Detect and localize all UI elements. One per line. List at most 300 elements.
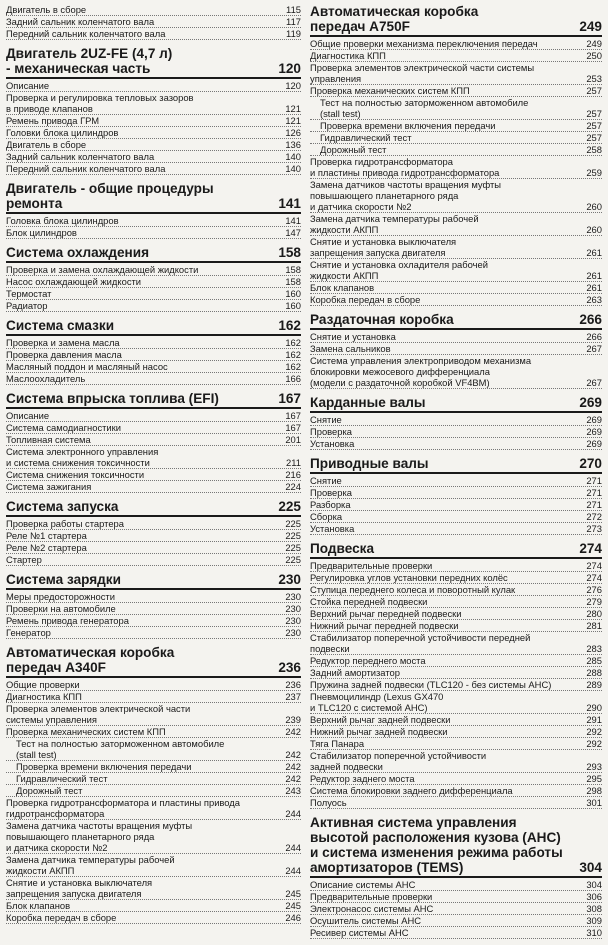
toc-entry bbox=[6, 80, 301, 92]
toc-entry bbox=[310, 572, 602, 584]
entry-title-line: Редуктор переднего моста bbox=[310, 655, 426, 666]
toc-entry bbox=[310, 438, 602, 450]
section-title-line: передач A340F bbox=[6, 660, 106, 675]
entry-page-number: 158 bbox=[285, 276, 301, 287]
toc-entry bbox=[6, 139, 301, 151]
entry-title-line: Проверка и замена масла bbox=[6, 337, 120, 348]
entry-title-line: Проверки на автомобиле bbox=[6, 603, 116, 614]
toc-entry bbox=[310, 62, 602, 85]
toc-entry bbox=[6, 349, 301, 361]
entry-title bbox=[6, 877, 281, 899]
toc-entry bbox=[6, 738, 301, 761]
toc-section bbox=[310, 815, 602, 939]
entry-page-number: 285 bbox=[586, 655, 602, 666]
toc-entry bbox=[310, 343, 602, 355]
entry-title bbox=[6, 469, 281, 480]
section-title-line: Автоматическая коробка bbox=[310, 4, 479, 19]
toc-entry bbox=[6, 591, 301, 603]
entry-title-line: Задний сальник коленчатого вала bbox=[6, 16, 155, 27]
toc-entry bbox=[310, 773, 602, 785]
entry-page-number: 166 bbox=[285, 373, 301, 384]
entry-title-line: Замена датчика температуры рабочей bbox=[310, 213, 479, 224]
section-title-line: Приводные валы bbox=[310, 456, 429, 471]
entry-title-line: Система снижения токсичности bbox=[6, 469, 145, 480]
toc-section bbox=[310, 312, 602, 389]
entry-page-number: 250 bbox=[586, 50, 602, 61]
entry-page-number: 304 bbox=[586, 879, 602, 890]
toc-entry bbox=[6, 615, 301, 627]
entry-page-number: 230 bbox=[285, 603, 301, 614]
entry-title-line: Тест на полностью заторможенном автомобиле bbox=[320, 97, 529, 108]
entry-page-number: 266 bbox=[586, 331, 602, 342]
entry-title-line: Проверка давления масла bbox=[6, 349, 122, 360]
entry-title bbox=[310, 426, 582, 437]
section-title-line: и система изменения режима работы bbox=[310, 845, 563, 860]
entry-page-number: 243 bbox=[285, 785, 301, 796]
entry-title-line: Описание bbox=[6, 410, 50, 421]
toc-entry bbox=[6, 422, 301, 434]
section-heading bbox=[6, 645, 301, 678]
entry-title-line: Сборка bbox=[310, 511, 343, 522]
entry-title-line: Нижний рычаг передней подвески bbox=[310, 620, 459, 631]
entry-title-line: Проверка и замена охлаждающей жидкости bbox=[6, 264, 199, 275]
entry-title-line: Гидравлический тест bbox=[16, 773, 108, 784]
entry-title-line: Генератор bbox=[6, 627, 51, 638]
section-heading bbox=[6, 572, 301, 590]
toc-entry bbox=[310, 750, 602, 773]
entry-page-number: 293 bbox=[586, 761, 602, 772]
toc-entry bbox=[6, 691, 301, 703]
entry-title-line: Радиатор bbox=[6, 300, 48, 311]
toc-entry bbox=[6, 151, 301, 163]
section-heading bbox=[6, 499, 301, 517]
entry-title-line: Проверка гидротрансформатора bbox=[310, 156, 453, 167]
toc-section bbox=[6, 4, 301, 40]
section-title-line: высотой расположения кузова (АНС) bbox=[310, 830, 561, 845]
entry-title bbox=[320, 144, 582, 155]
entry-title-line: Меры предосторожности bbox=[6, 591, 115, 602]
toc-entry bbox=[310, 259, 602, 282]
section-title-line: Подвеска bbox=[310, 541, 375, 556]
section-title bbox=[310, 312, 575, 327]
toc-entry bbox=[310, 97, 602, 120]
section-heading bbox=[6, 46, 301, 79]
toc-section bbox=[6, 391, 301, 493]
toc-entry bbox=[310, 927, 602, 939]
entry-title-line: Разборка bbox=[310, 499, 351, 510]
entry-page-number: 260 bbox=[586, 201, 602, 212]
entry-title-line: Головка блока цилиндров bbox=[6, 215, 119, 226]
entry-title-line: Электронасос системы АНС bbox=[310, 903, 434, 914]
entry-page-number: 309 bbox=[586, 915, 602, 926]
entry-title bbox=[6, 300, 281, 311]
entry-title bbox=[320, 120, 582, 131]
section-title-line: Система смазки bbox=[6, 318, 115, 333]
entry-page-number: 261 bbox=[586, 247, 602, 258]
entry-title-line: Масляный поддон и масляный насос bbox=[6, 361, 168, 372]
section-title bbox=[310, 815, 575, 875]
toc-entry bbox=[310, 714, 602, 726]
toc-entry bbox=[310, 85, 602, 97]
toc-entry bbox=[6, 785, 301, 797]
toc-section bbox=[310, 456, 602, 535]
toc-entry bbox=[6, 115, 301, 127]
entry-title bbox=[310, 487, 582, 498]
entry-title bbox=[310, 179, 582, 212]
entry-title bbox=[6, 410, 281, 421]
entry-title-line: Проверка элементов электрической части системы bbox=[310, 62, 535, 73]
entry-title bbox=[310, 438, 582, 449]
toc-entry bbox=[310, 903, 602, 915]
entry-page-number: 261 bbox=[586, 270, 602, 281]
entry-page-number: 230 bbox=[285, 627, 301, 638]
section-title-line: Карданные валы bbox=[310, 395, 426, 410]
entry-title-line: Снятие и установка выключателя bbox=[310, 236, 457, 247]
toc-section bbox=[6, 245, 301, 312]
toc-entry bbox=[6, 215, 301, 227]
section-title bbox=[310, 395, 575, 410]
entry-page-number: 160 bbox=[285, 288, 301, 299]
entry-title-line: Проверка bbox=[310, 426, 352, 437]
entry-title bbox=[310, 523, 582, 534]
toc-entry bbox=[310, 679, 602, 691]
entry-title bbox=[310, 596, 582, 607]
entry-title-line: Описание bbox=[6, 80, 50, 91]
entry-title bbox=[310, 632, 582, 654]
entry-page-number: 244 bbox=[285, 865, 301, 876]
section-title-line: Двигатель - общие процедуры bbox=[6, 181, 214, 196]
section-title bbox=[6, 318, 274, 333]
entry-page-number: 306 bbox=[586, 891, 602, 902]
toc-entry bbox=[6, 410, 301, 422]
section-title-line: Раздаточная коробка bbox=[310, 312, 454, 327]
section-title bbox=[310, 456, 575, 471]
entry-page-number: 257 bbox=[586, 132, 602, 143]
toc-entry bbox=[310, 120, 602, 132]
entry-title-line: Установка bbox=[310, 438, 355, 449]
entry-page-number: 246 bbox=[285, 912, 301, 923]
toc-entry bbox=[310, 213, 602, 236]
section-heading bbox=[6, 318, 301, 336]
toc-entry bbox=[310, 667, 602, 679]
entry-page-number: 260 bbox=[586, 224, 602, 235]
section-title-line: Автоматическая коробка bbox=[6, 645, 175, 660]
entry-title bbox=[310, 355, 582, 388]
entry-page-number: 274 bbox=[586, 572, 602, 583]
entry-title bbox=[6, 80, 281, 91]
entry-title-line: Общие проверки bbox=[6, 679, 80, 690]
toc-entry bbox=[310, 560, 602, 572]
toc-section bbox=[6, 318, 301, 385]
section-title-line: Система впрыска топлива (EFI) bbox=[6, 391, 219, 406]
entry-title bbox=[310, 156, 582, 178]
section-page-number: 270 bbox=[579, 456, 602, 471]
entry-title bbox=[310, 903, 582, 914]
section-title-line: передач A750F bbox=[310, 19, 410, 34]
entry-title bbox=[310, 294, 582, 305]
entry-title bbox=[16, 761, 281, 772]
toc-entry bbox=[6, 288, 301, 300]
entry-page-number: 224 bbox=[285, 481, 301, 492]
entry-title-line: и пластины привода гидротрансформатора bbox=[310, 167, 500, 178]
entry-title bbox=[6, 361, 281, 372]
entry-title bbox=[310, 655, 582, 666]
entry-page-number: 162 bbox=[285, 349, 301, 360]
entry-title bbox=[310, 773, 582, 784]
section-title bbox=[6, 245, 274, 260]
entry-title bbox=[310, 236, 582, 258]
entry-page-number: 292 bbox=[586, 738, 602, 749]
entry-title bbox=[310, 691, 582, 713]
toc-entry bbox=[6, 28, 301, 40]
section-page-number: 167 bbox=[278, 391, 301, 406]
entry-title-line: управления bbox=[310, 73, 362, 84]
toc-entry bbox=[6, 761, 301, 773]
entry-title-line: Описание системы АНС bbox=[310, 879, 416, 890]
entry-title bbox=[6, 422, 281, 433]
entry-page-number: 236 bbox=[285, 679, 301, 690]
entry-page-number: 245 bbox=[285, 888, 301, 899]
toc-entry bbox=[6, 481, 301, 493]
entry-title bbox=[310, 891, 582, 902]
entry-page-number: 167 bbox=[285, 422, 301, 433]
toc-entry bbox=[6, 163, 301, 175]
entry-title bbox=[6, 127, 281, 138]
toc-entry bbox=[6, 912, 301, 924]
entry-title bbox=[6, 264, 281, 275]
toc-section bbox=[310, 541, 602, 809]
section-page-number: 162 bbox=[278, 318, 301, 333]
section-page-number: 236 bbox=[278, 660, 301, 675]
entry-title bbox=[310, 85, 582, 96]
entry-title-line: Блок цилиндров bbox=[6, 227, 77, 238]
entry-title bbox=[310, 726, 582, 737]
entry-title bbox=[310, 499, 582, 510]
section-title-line: Система охлаждения bbox=[6, 245, 150, 260]
entry-page-number: 276 bbox=[586, 584, 602, 595]
entry-title-line: Стартер bbox=[6, 554, 42, 565]
entry-page-number: 271 bbox=[586, 499, 602, 510]
entry-title-line: Тяга Панара bbox=[310, 738, 365, 749]
entry-title-line: Снятие и установка выключателя bbox=[6, 877, 153, 888]
entry-page-number: 259 bbox=[586, 167, 602, 178]
entry-page-number: 281 bbox=[586, 620, 602, 631]
entry-title bbox=[6, 912, 281, 923]
toc-entry bbox=[6, 703, 301, 726]
entry-page-number: 121 bbox=[285, 103, 301, 114]
entry-title-line: Задний сальник коленчатого вала bbox=[6, 151, 155, 162]
entry-title bbox=[320, 132, 582, 143]
section-title bbox=[310, 541, 575, 556]
entry-title-line: Снятие bbox=[310, 414, 342, 425]
section-title-line: амортизаторов (TEMS) bbox=[310, 860, 464, 875]
entry-title bbox=[310, 608, 582, 619]
entry-title-line: Стойка передней подвески bbox=[310, 596, 428, 607]
toc-entry bbox=[6, 434, 301, 446]
toc-section bbox=[6, 181, 301, 239]
entry-page-number: 274 bbox=[586, 560, 602, 571]
entry-page-number: 249 bbox=[586, 38, 602, 49]
toc-entry bbox=[310, 475, 602, 487]
toc-entry bbox=[6, 679, 301, 691]
entry-page-number: 136 bbox=[285, 139, 301, 150]
toc-entry bbox=[310, 144, 602, 156]
entry-page-number: 225 bbox=[285, 554, 301, 565]
entry-title-line: Диагностика КПП bbox=[6, 691, 82, 702]
toc-section bbox=[310, 395, 602, 450]
entry-page-number: 290 bbox=[586, 702, 602, 713]
entry-title bbox=[6, 28, 282, 39]
entry-title-line: Регулировка углов установки передних колёс bbox=[310, 572, 508, 583]
entry-page-number: 162 bbox=[285, 337, 301, 348]
toc-entry bbox=[6, 276, 301, 288]
section-page-number: 249 bbox=[579, 19, 602, 34]
entry-page-number: 269 bbox=[586, 426, 602, 437]
toc-entry bbox=[310, 50, 602, 62]
section-heading bbox=[310, 4, 602, 37]
entry-title bbox=[6, 481, 281, 492]
section-title bbox=[6, 181, 274, 211]
toc-entry bbox=[310, 156, 602, 179]
entry-title bbox=[6, 627, 281, 638]
section-title-line: Система зарядки bbox=[6, 572, 121, 587]
entry-title-line: Головки блока цилиндров bbox=[6, 127, 119, 138]
entry-page-number: 289 bbox=[586, 679, 602, 690]
entry-title bbox=[6, 518, 281, 529]
entry-title bbox=[310, 50, 582, 61]
entry-page-number: 242 bbox=[285, 761, 301, 772]
entry-page-number: 216 bbox=[285, 469, 301, 480]
entry-title bbox=[6, 726, 281, 737]
entry-page-number: 267 bbox=[586, 377, 602, 388]
entry-title bbox=[6, 4, 282, 15]
entry-title-line: Снятие и установка bbox=[310, 331, 396, 342]
toc-entry bbox=[310, 891, 602, 903]
entry-page-number: 237 bbox=[285, 691, 301, 702]
toc-entry bbox=[6, 797, 301, 820]
entry-title-line: Дорожный тест bbox=[320, 144, 387, 155]
toc-entry bbox=[6, 773, 301, 785]
section-title bbox=[6, 391, 274, 406]
section-title bbox=[310, 4, 575, 34]
entry-title-line: Проверка времени включения передачи bbox=[320, 120, 496, 131]
toc-entry bbox=[310, 487, 602, 499]
entry-title-line: (модели с раздаточной коробкой VF4BM) bbox=[310, 377, 490, 388]
entry-page-number: 273 bbox=[586, 523, 602, 534]
section-title-line: - механическая часть bbox=[6, 61, 151, 76]
toc-entry bbox=[310, 426, 602, 438]
entry-title-line: Двигатель в сборе bbox=[6, 4, 87, 15]
entry-title bbox=[310, 667, 582, 678]
toc-right-column bbox=[310, 4, 602, 945]
entry-title-line: Проверка механических систем КПП bbox=[310, 85, 470, 96]
entry-page-number: 162 bbox=[285, 361, 301, 372]
entry-page-number: 272 bbox=[586, 511, 602, 522]
toc-entry bbox=[310, 691, 602, 714]
entry-page-number: 271 bbox=[586, 475, 602, 486]
entry-title-line: повышающего планетарного ряда bbox=[310, 190, 459, 201]
entry-page-number: 292 bbox=[586, 726, 602, 737]
entry-page-number: 225 bbox=[285, 542, 301, 553]
section-page-number: 158 bbox=[278, 245, 301, 260]
toc-entry bbox=[310, 132, 602, 144]
entry-page-number: 267 bbox=[586, 343, 602, 354]
toc-entry bbox=[6, 264, 301, 276]
entry-page-number: 245 bbox=[285, 900, 301, 911]
entry-title-line: подвески bbox=[310, 643, 350, 654]
entry-page-number: 225 bbox=[285, 518, 301, 529]
toc-entry bbox=[310, 282, 602, 294]
entry-title-line: Замена датчиков частоты вращения муфты bbox=[310, 179, 502, 190]
section-title bbox=[6, 46, 274, 76]
entry-title-line: Полуось bbox=[310, 797, 347, 808]
entry-title-line: Задний амортизатор bbox=[310, 667, 400, 678]
entry-title-line: жидкости АКПП bbox=[310, 224, 379, 235]
entry-title-line: Проверка работы стартера bbox=[6, 518, 124, 529]
entry-title-line: Система электронного управления bbox=[6, 446, 159, 457]
entry-title bbox=[6, 603, 281, 614]
entry-title bbox=[310, 785, 582, 796]
entry-title-line: Коробка передач в сборе bbox=[310, 294, 421, 305]
section-page-number: 141 bbox=[278, 196, 301, 211]
entry-page-number: 288 bbox=[586, 667, 602, 678]
entry-page-number: 295 bbox=[586, 773, 602, 784]
toc-entry bbox=[310, 499, 602, 511]
toc-entry bbox=[310, 236, 602, 259]
entry-title-line: Маслоохладитель bbox=[6, 373, 86, 384]
entry-page-number: 126 bbox=[285, 127, 301, 138]
toc-entry bbox=[6, 554, 301, 566]
entry-title bbox=[310, 343, 582, 354]
entry-title bbox=[6, 151, 281, 162]
entry-title bbox=[310, 738, 582, 749]
entry-title bbox=[6, 227, 281, 238]
entry-title bbox=[6, 115, 281, 126]
entry-title bbox=[310, 475, 582, 486]
entry-page-number: 263 bbox=[586, 294, 602, 305]
entry-title-line: Замена датчика температуры рабочей bbox=[6, 854, 175, 865]
section-title-line: Активная система управления bbox=[310, 815, 517, 830]
toc-entry bbox=[6, 446, 301, 469]
toc-entry bbox=[310, 511, 602, 523]
entry-page-number: 242 bbox=[285, 749, 301, 760]
toc-entry bbox=[6, 530, 301, 542]
entry-title bbox=[6, 16, 282, 27]
entry-title bbox=[6, 446, 282, 468]
entry-page-number: 310 bbox=[586, 927, 602, 938]
entry-title-line: Проверка механических систем КПП bbox=[6, 726, 166, 737]
entry-title-line: Термостат bbox=[6, 288, 52, 299]
section-title bbox=[6, 572, 274, 587]
toc-entry bbox=[310, 915, 602, 927]
entry-title-line: Двигатель в сборе bbox=[6, 139, 87, 150]
entry-title-line: Дорожный тест bbox=[16, 785, 83, 796]
entry-title-line: Проверка гидротрансформатора и пластины привода bbox=[6, 797, 240, 808]
section-heading bbox=[310, 312, 602, 330]
entry-title-line: Проверка времени включения передачи bbox=[16, 761, 192, 772]
entry-title-line: Проверка элементов электрической части bbox=[6, 703, 191, 714]
entry-page-number: 141 bbox=[285, 215, 301, 226]
entry-title bbox=[6, 163, 281, 174]
toc-entry bbox=[6, 4, 301, 16]
entry-title-line: Система управления электроприводом механизма bbox=[310, 355, 532, 366]
entry-title-line: Пневмоцилиндр (Lexus GX470 bbox=[310, 691, 444, 702]
entry-title-line: гидротрансформатора bbox=[6, 808, 105, 819]
entry-title bbox=[310, 62, 582, 84]
entry-title-line: Передний сальник коленчатого вала bbox=[6, 28, 166, 39]
entry-title-line: блокировки межосевого дифференциала bbox=[310, 366, 490, 377]
toc-entry bbox=[310, 584, 602, 596]
